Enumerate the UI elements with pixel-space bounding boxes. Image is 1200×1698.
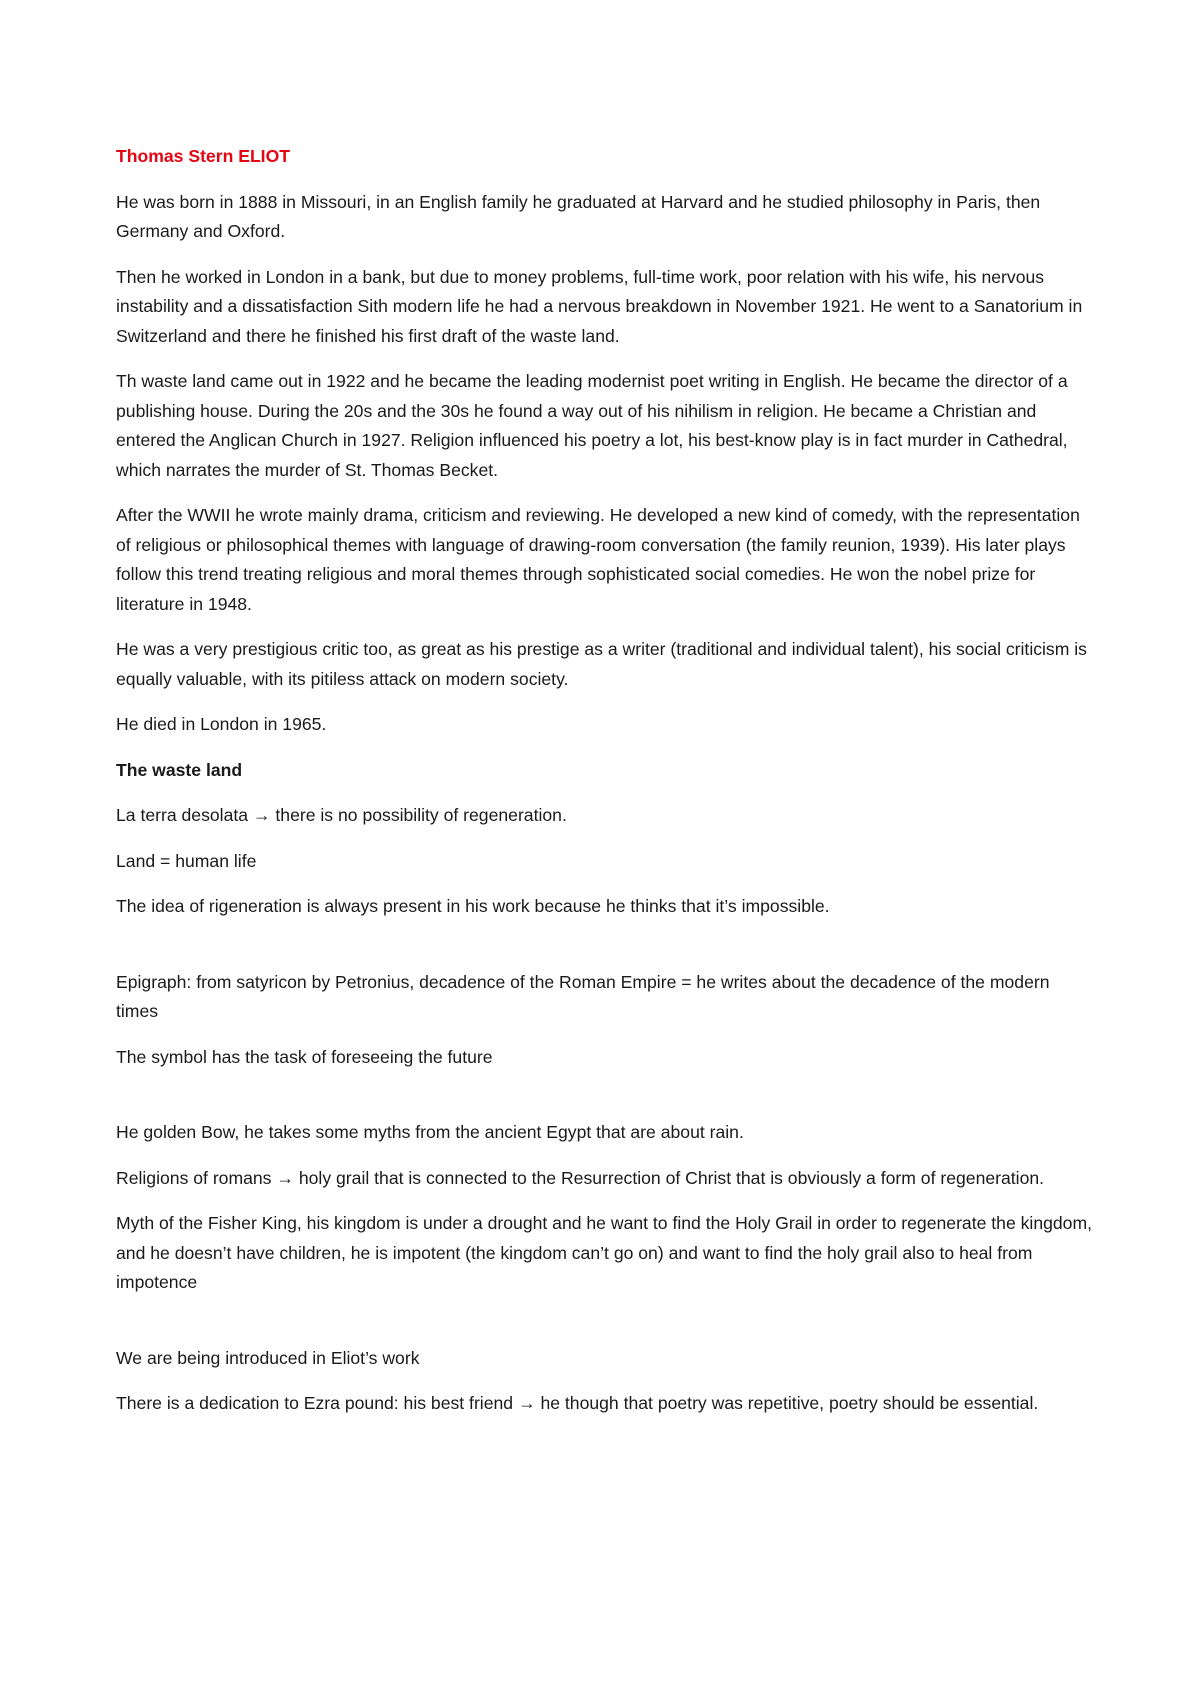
paragraph-waste-land: Th waste land came out in 1922 and he became the leading modernist poet writing in English. He became the director of a publishing house. During the 20s and the 30s he found a way out of his nihilism in religion. He became a Christian and entered the Anglican Church in 1927. Religion influenced his poetry a lot, his best-know play is in fact murder in Cathedral, which narrates the murder of St. Thomas Becket. <box>116 371 1068 480</box>
section-subheading: The waste land <box>116 759 243 780</box>
paragraph-wwii: After the WWII he wrote mainly drama, criticism and reviewing. He developed a new kind of comedy, with the representation of religious or philosophical themes with language of drawing-room conversation (the family reunion, 1939). His later plays follow this trend treating religious and moral themes through sophisticated social comedies. He won the nobel prize for literature in 1948. <box>116 505 1080 614</box>
note-dedication: There is a dedication to Ezra pound: his best friend → he though that poetry was repetitive, poetry should be essential. <box>116 1393 1039 1413</box>
document-page <box>116 142 1096 1435</box>
note-religions: Religions of romans → holy grail that is connected to the Resurrection of Christ that is obviously a form of regeneration. <box>116 1167 1045 1188</box>
paragraph-critic: He was a very prestigious critic too, as great as his prestige as a writer (traditional and individual talent), his social criticism is equally valuable, with its pitiless attack on modern society. <box>116 639 1087 689</box>
paragraph-london: Then he worked in London in a bank, but due to money problems, full-time work, poor relation with his wife, his nervous instability and a dissatisfaction Sith modern life he had a nervous breakdown in November 1921. He went to a Sanatorium in Switzerland and there he finished his first draft of the waste land. <box>116 266 1083 346</box>
note-terra-desolata: La terra desolata → there is no possibility of regeneration. <box>116 805 567 825</box>
note-epigraph: Epigraph: from satyricon by Petronius, decadence of the Roman Empire = he writes about the decadence of the modern times <box>116 971 1050 1021</box>
note-fisher-king: Myth of the Fisher King, his kingdom is under a drought and he want to find the Holy Grail in order to regenerate the kingdom, and he doesn’t have children, he is impotent (the kingdom can’t go on) and want to find the holy grail also to heal from impotence <box>116 1213 1093 1292</box>
note-rigeneration: The idea of rigeneration is always present in his work because he thinks that it’s impossible. <box>116 896 830 916</box>
note-golden-bow: He golden Bow, he takes some myths from the ancient Egypt that are about rain. <box>116 1122 744 1142</box>
blank-line <box>116 1088 1096 1118</box>
blank-line <box>116 1314 1096 1344</box>
note-land: Land = human life <box>116 850 257 871</box>
document-title: Thomas Stern ELIOT <box>116 146 291 166</box>
note-symbol: The symbol has the task of foreseeing the future <box>116 1046 493 1067</box>
blank-line <box>116 938 1096 968</box>
paragraph-birth: He was born in 1888 in Missouri, in an English family he graduated at Harvard and he studied philosophy in Paris, then Germany and Oxford. <box>116 191 1041 241</box>
note-introduced: We are being introduced in Eliot’s work <box>116 1347 420 1368</box>
paragraph-death: He died in London in 1965. <box>116 714 327 734</box>
